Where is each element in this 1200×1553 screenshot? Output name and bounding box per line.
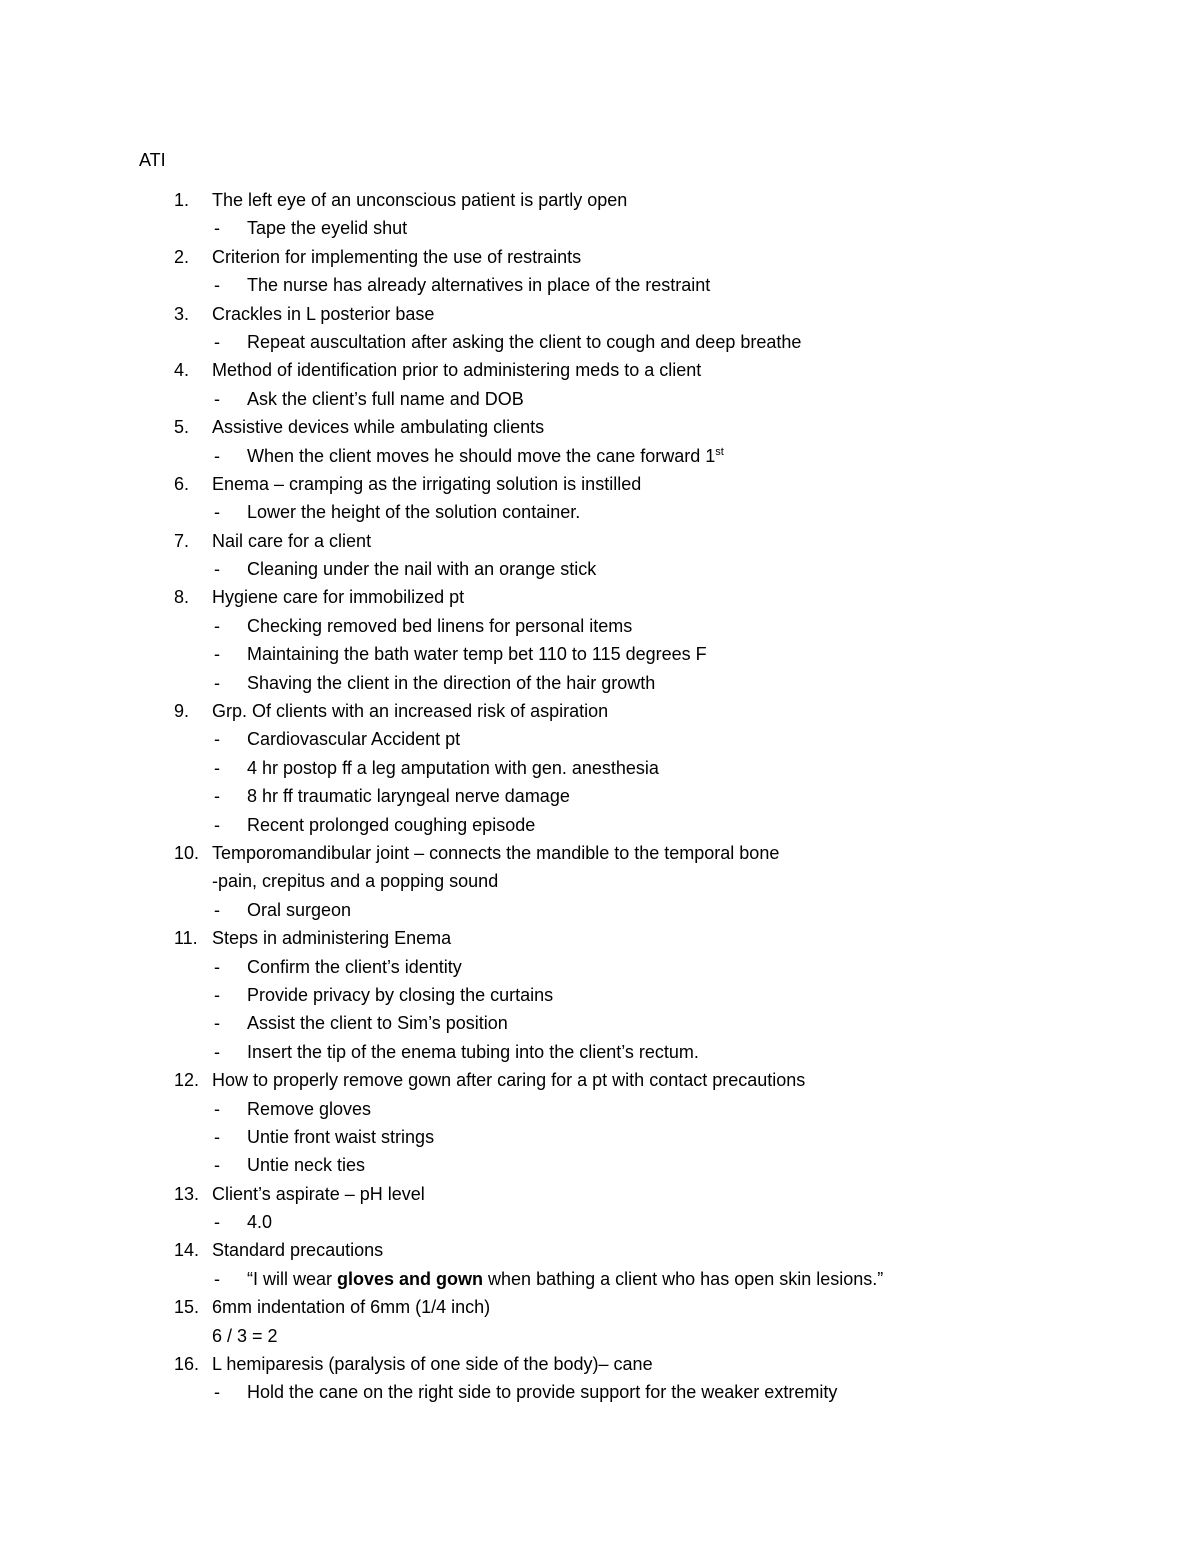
- list-item: [0, 356, 1200, 384]
- bullet-dash: -: [214, 218, 220, 239]
- item-text: The left eye of an unconscious patient is partly open: [212, 190, 628, 210]
- answer-text: Assist the client to Sim’s position: [247, 1013, 508, 1034]
- answer-line: [0, 1038, 1200, 1066]
- answer-line: [0, 328, 1200, 356]
- bullet-dash: -: [214, 1382, 220, 1403]
- item-number: 16.: [174, 1354, 200, 1375]
- answer-text: Ask the client’s full name and DOB: [247, 388, 524, 409]
- bullet-dash: -: [214, 644, 220, 665]
- bullet-dash: -: [214, 984, 220, 1005]
- answer-line: [0, 1378, 1200, 1406]
- item-text: L hemiparesis (paralysis of one side of the body)– cane: [212, 1354, 653, 1375]
- answer-line: [0, 669, 1200, 697]
- answer-line: [0, 953, 1200, 981]
- answer-text: Repeat auscultation after asking the client to cough and deep breathe: [247, 331, 802, 352]
- answer-text: Cleaning under the nail with an orange stick: [247, 559, 597, 580]
- answer-text: Cardiovascular Accident pt: [247, 729, 461, 750]
- question-list: [0, 186, 1200, 1407]
- answer-line: [0, 1123, 1200, 1151]
- answer-text: Insert the tip of the enema tubing into the client’s rectum.: [247, 1041, 699, 1062]
- answer-line: [0, 1151, 1200, 1179]
- item-note: 6 / 3 = 2: [212, 1325, 278, 1346]
- item-text: Temporomandibular joint – connects the mandible to the temporal bone: [212, 842, 780, 863]
- list-item: [0, 839, 1200, 867]
- list-item: [0, 1066, 1200, 1094]
- answer-line: [0, 1095, 1200, 1123]
- answer-line: [0, 498, 1200, 526]
- answer-text: 4.0: [247, 1212, 273, 1233]
- answer-text: Recent prolonged coughing episode: [247, 814, 536, 835]
- bullet-dash: -: [214, 559, 220, 580]
- bullet-dash: -: [214, 814, 220, 835]
- answer-line: [0, 555, 1200, 583]
- quote-emphasis: gloves and gown: [337, 1268, 484, 1289]
- bullet-dash: -: [214, 388, 220, 409]
- bullet-dash: -: [214, 786, 220, 807]
- item-number: 10.: [174, 842, 200, 863]
- item-text: Client’s aspirate – pH level: [212, 1183, 425, 1204]
- item-number: 6.: [174, 473, 190, 494]
- list-item: [0, 924, 1200, 952]
- list-item: [0, 243, 1200, 271]
- answer-line: [0, 1265, 1200, 1293]
- answer-text: Remove gloves: [247, 1098, 372, 1119]
- item-text: 6mm indentation of 6mm (1/4 inch): [212, 1297, 491, 1318]
- item-text: Criterion for implementing the use of restraints: [212, 246, 582, 267]
- answer-line: [0, 896, 1200, 924]
- bullet-dash: -: [214, 1041, 220, 1062]
- list-item: [0, 1180, 1200, 1208]
- bullet-dash: -: [214, 1098, 220, 1119]
- list-item: [0, 300, 1200, 328]
- item-number: 3.: [174, 303, 190, 324]
- bullet-dash: -: [214, 502, 220, 523]
- answer-text: Provide privacy by closing the curtains: [247, 984, 554, 1005]
- item-number: 14.: [174, 1240, 200, 1261]
- bullet-dash: -: [214, 331, 220, 352]
- bullet-dash: -: [214, 445, 220, 466]
- bullet-dash: -: [214, 1126, 220, 1147]
- bullet-dash: -: [214, 899, 220, 920]
- answer-line: [0, 612, 1200, 640]
- answer-text: Untie front waist strings: [247, 1126, 435, 1147]
- bullet-dash: -: [214, 1155, 220, 1176]
- note-line: [0, 867, 1200, 895]
- bullet-dash: -: [214, 1013, 220, 1034]
- list-item: [0, 527, 1200, 555]
- item-text: How to properly remove gown after caring for a pt with contact precautions: [212, 1070, 806, 1091]
- document-title: ATI: [139, 150, 166, 170]
- bullet-dash: -: [214, 275, 220, 296]
- list-item: [0, 186, 1200, 214]
- list-item: [0, 1293, 1200, 1321]
- bullet-dash: -: [214, 1212, 220, 1233]
- item-number: 13.: [174, 1183, 200, 1204]
- answer-line: [0, 214, 1200, 242]
- item-number: 1.: [174, 190, 190, 210]
- bullet-dash: -: [214, 956, 220, 977]
- item-number: 4.: [174, 360, 190, 381]
- item-text: Steps in administering Enema: [212, 928, 452, 949]
- item-text: Grp. Of clients with an increased risk of aspiration: [212, 701, 609, 722]
- note-line: [0, 1322, 1200, 1350]
- quote-start: “I will wear: [247, 1268, 338, 1289]
- answer-text: Lower the height of the solution container.: [247, 502, 581, 523]
- answer-text: [247, 442, 724, 470]
- answer-line: [0, 811, 1200, 839]
- answer-line: [0, 725, 1200, 753]
- item-text: Enema – cramping as the irrigating solution is instilled: [212, 473, 642, 494]
- item-text: Hygiene care for immobilized pt: [212, 587, 465, 608]
- item-number: 5.: [174, 417, 190, 438]
- list-item: [0, 697, 1200, 725]
- answer-text: [247, 1265, 883, 1293]
- bullet-dash: -: [214, 1268, 220, 1289]
- answer-text: Untie neck ties: [247, 1155, 366, 1176]
- item-number: 15.: [174, 1297, 200, 1318]
- answer-line: [0, 271, 1200, 299]
- item-text: Assistive devices while ambulating clients: [212, 417, 545, 438]
- list-item: [0, 1350, 1200, 1378]
- answer-line: [0, 385, 1200, 413]
- answer-line: [0, 1009, 1200, 1037]
- list-item: [0, 1236, 1200, 1264]
- item-number: 9.: [174, 701, 190, 722]
- answer-text: 4 hr postop ff a leg amputation with gen. anesthesia: [247, 757, 659, 778]
- answer-text: 8 hr ff traumatic laryngeal nerve damage: [247, 786, 570, 807]
- answer-text: Oral surgeon: [247, 899, 352, 920]
- answer-text: Maintaining the bath water temp bet 110 to 115 degrees F: [247, 644, 707, 665]
- item-text: Nail care for a client: [212, 530, 372, 551]
- quote-end: when bathing a client who has open skin lesions.”: [483, 1268, 884, 1289]
- list-item: [0, 470, 1200, 498]
- answer-line: [0, 640, 1200, 668]
- ordinal-superscript: st: [715, 445, 724, 458]
- item-number: 7.: [174, 530, 190, 551]
- item-text: Crackles in L posterior base: [212, 303, 435, 324]
- list-item: [0, 583, 1200, 611]
- answer-text: Shaving the client in the direction of the hair growth: [247, 672, 656, 693]
- bullet-dash: -: [214, 757, 220, 778]
- bullet-dash: -: [214, 729, 220, 750]
- answer-text: The nurse has already alternatives in place of the restraint: [247, 275, 711, 296]
- list-item: [0, 413, 1200, 441]
- answer-line: [0, 981, 1200, 1009]
- answer-text: Hold the cane on the right side to provide support for the weaker extremity: [247, 1382, 838, 1403]
- answer-line: [0, 782, 1200, 810]
- item-number: 12.: [174, 1070, 200, 1091]
- answer-main-text: When the client moves he should move the cane forward 1: [247, 445, 716, 466]
- item-number: 11.: [174, 928, 198, 949]
- item-note: -pain, crepitus and a popping sound: [212, 871, 499, 892]
- item-text: Method of identification prior to administering meds to a client: [212, 360, 702, 381]
- answer-line: [0, 754, 1200, 782]
- item-number: 2.: [174, 246, 190, 267]
- bullet-dash: -: [214, 672, 220, 693]
- item-text: Standard precautions: [212, 1240, 384, 1261]
- answer-line: [0, 442, 1200, 470]
- answer-text: Confirm the client’s identity: [247, 956, 462, 977]
- bullet-dash: -: [214, 615, 220, 636]
- item-number: 8.: [174, 587, 190, 608]
- answer-line: [0, 1208, 1200, 1236]
- answer-text: Checking removed bed linens for personal items: [247, 615, 633, 636]
- answer-text: Tape the eyelid shut: [247, 218, 408, 239]
